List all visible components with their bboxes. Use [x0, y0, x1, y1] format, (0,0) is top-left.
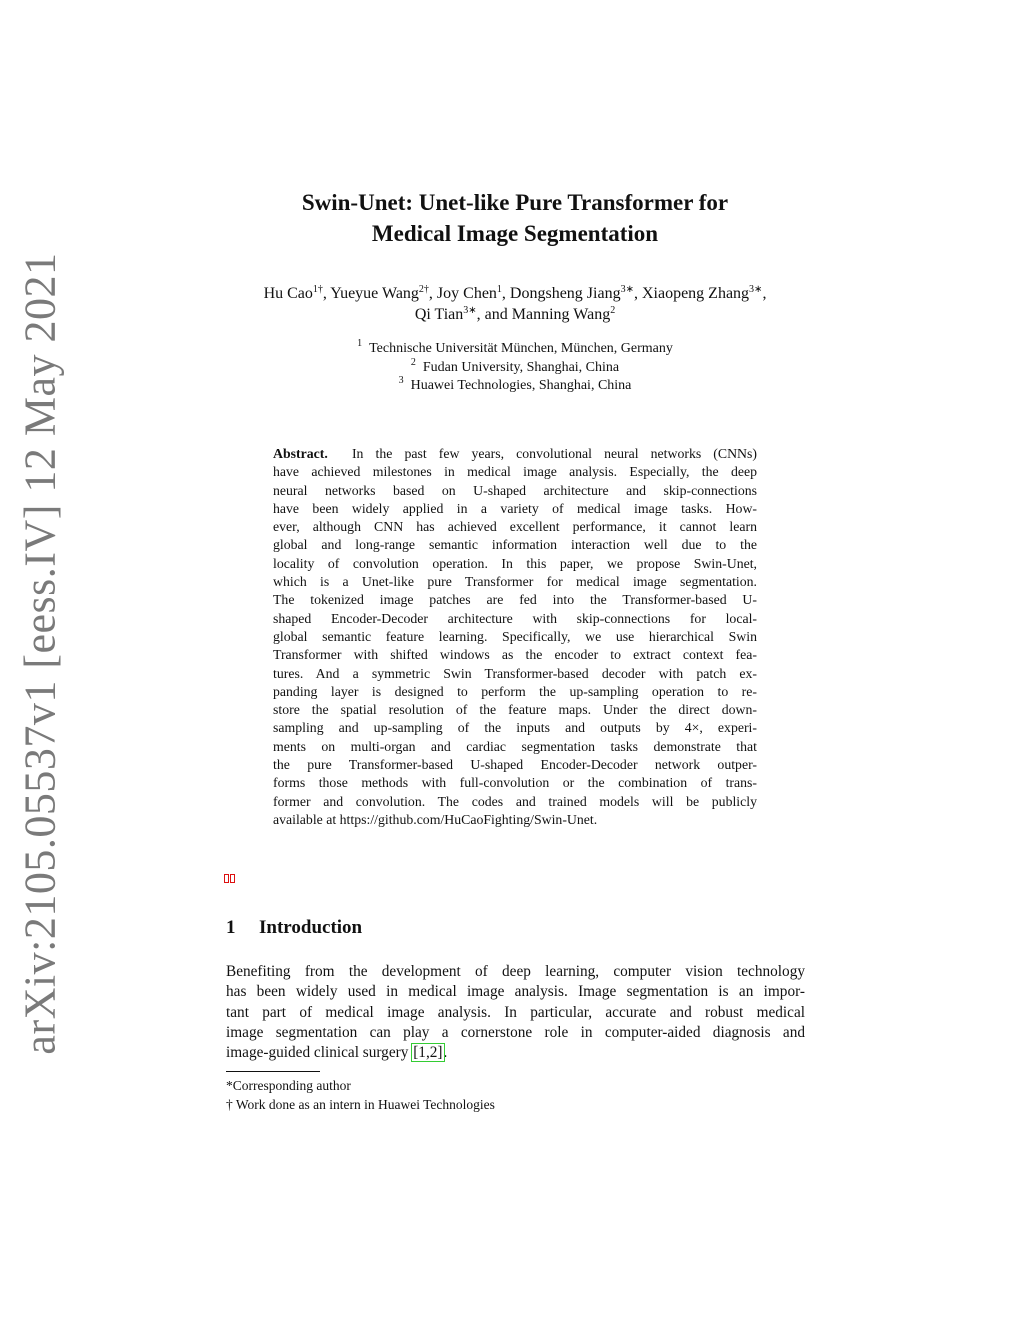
affiliation-text: Fudan University, Shanghai, China	[422, 359, 620, 375]
affiliation-list	[240, 340, 790, 396]
affiliation-item	[240, 356, 790, 378]
author-separator: ,	[762, 285, 767, 302]
affiliation-text: Huawei Technologies, Shanghai, China	[410, 378, 632, 393]
affiliation-number: 2	[410, 356, 416, 368]
author-affiliation-mark: 1†	[312, 284, 323, 295]
footnote-intern: † Work done as an intern in Huawei Technologies	[226, 1097, 495, 1112]
author-name: Hu Cao	[263, 285, 313, 302]
author-name: Yueyue Wang	[330, 285, 419, 302]
abstract-line: sampling and up-sampling of the inputs and outputs by 4×, experi-	[273, 720, 757, 736]
author-name: Manning Wang	[511, 306, 611, 323]
affiliation-number: 3	[398, 375, 404, 386]
red-marker-icon	[224, 874, 235, 883]
author-affiliation-mark: 3∗	[749, 284, 763, 295]
title-line-1: Swin-Unet: Unet-like Pure Transformer for	[301, 190, 729, 215]
abstract-line: have been widely applied in a variety of medical image tasks. How-	[273, 500, 757, 516]
affiliation-text: Technische Universität München, München, Germany	[369, 341, 673, 356]
abstract-line: store the spatial resolution of the feature maps. Under the direct down-	[273, 702, 757, 718]
abstract-line: global semantic feature learning. Specifically, we use hierarchical Swin	[273, 628, 757, 644]
affiliation-item	[240, 340, 790, 359]
author-name: Xiaopeng Zhang	[641, 285, 750, 302]
abstract-line: which is a Unet-like pure Transformer for medical image segmentation.	[273, 574, 757, 590]
author-line-2	[200, 304, 830, 325]
abstract-line: shaped Encoder-Decoder architecture with skip-connections for local-	[273, 610, 757, 626]
footnotes	[226, 1076, 495, 1114]
abstract-line: The tokenized image patches are fed into the Transformer-based U-	[273, 592, 757, 608]
abstract-line: global and long-range semantic information interaction well due to the	[273, 537, 757, 553]
abstract-text: In the past few years, convolutional neural networks (CNNs)	[351, 446, 757, 461]
section-heading	[226, 917, 362, 939]
title-line-2: Medical Image Segmentation	[371, 221, 659, 246]
author-separator: , and	[476, 306, 512, 323]
abstract-line: forms those methods with full-convolution or the combination of trans-	[273, 775, 757, 791]
abstract-line: Transformer with shifted windows as the encoder to extract context fea-	[273, 647, 757, 663]
body-text-fragment: .	[443, 1044, 448, 1062]
abstract-line: available at https://github.com/HuCaoFighting/Swin-Unet.	[273, 811, 598, 827]
author-separator: ,	[633, 285, 642, 302]
paper-title	[180, 187, 850, 249]
author-affiliation-mark: 3∗	[620, 284, 634, 295]
introduction-paragraph	[226, 962, 805, 1063]
abstract-line	[273, 445, 757, 463]
abstract-line: former and convolution. The codes and trained models will be publicly	[273, 793, 757, 809]
abstract-line: ever, although CNN has achieved excellent performance, it cannot learn	[273, 519, 757, 535]
author-line-1	[200, 283, 830, 304]
abstract-line: tures. And a symmetric Swin Transformer-based decoder with patch ex-	[273, 665, 757, 681]
body-line: image segmentation can play a cornerstone role in computer-aided diagnosis and	[226, 1023, 805, 1041]
abstract-line: the pure Transformer-based U-shaped Encoder-Decoder network outper-	[273, 757, 757, 773]
abstract-line: neural networks based on U-shaped architecture and skip-connections	[273, 482, 757, 498]
body-line: tant part of medical image analysis. In particular, accurate and robust medical	[226, 1003, 805, 1021]
author-list	[200, 283, 830, 325]
abstract-label: Abstract.	[273, 446, 328, 461]
author-separator: ,	[322, 285, 331, 302]
abstract-line: locality of convolution operation. In this paper, we propose Swin-Unet,	[273, 555, 757, 571]
abstract-line: ments on multi-organ and cardiac segmentation tasks demonstrate that	[273, 738, 757, 754]
author-separator: ,	[428, 285, 437, 302]
abstract-line: panding layer is designed to perform the up-sampling operation to re-	[273, 683, 757, 699]
abstract-block	[273, 445, 757, 829]
body-text-fragment: image-guided clinical surgery	[226, 1044, 413, 1062]
arxiv-identifier-stamp: arXiv:2105.05537v1 [eess.IV] 12 May 2021	[15, 252, 65, 1055]
citation-link[interactable]: [1,2]	[413, 1044, 443, 1062]
author-affiliation-mark: 1	[496, 284, 502, 295]
footnote-corresponding: *Corresponding author	[226, 1078, 351, 1093]
affiliation-number: 1	[357, 338, 363, 349]
author-name: Joy Chen	[436, 285, 497, 302]
affiliation-item	[240, 377, 790, 396]
author-separator: ,	[501, 285, 510, 302]
author-name: Dongsheng Jiang	[509, 285, 621, 302]
body-line: Benefiting from the development of deep learning, computer vision technology	[226, 963, 805, 980]
body-line	[226, 1043, 805, 1063]
section-number: 1	[226, 917, 236, 938]
author-affiliation-mark: 3∗	[463, 305, 477, 316]
abstract-line: have achieved milestones in medical image analysis. Especially, the deep	[273, 464, 757, 480]
author-affiliation-mark: 2	[610, 305, 616, 316]
section-title: Introduction	[259, 917, 363, 938]
author-name: Qi Tian	[414, 306, 464, 323]
author-affiliation-mark: 2†	[418, 284, 429, 295]
body-line: has been widely used in medical image analysis. Image segmentation is an impor-	[226, 983, 805, 1001]
footnote-divider	[226, 1071, 320, 1072]
